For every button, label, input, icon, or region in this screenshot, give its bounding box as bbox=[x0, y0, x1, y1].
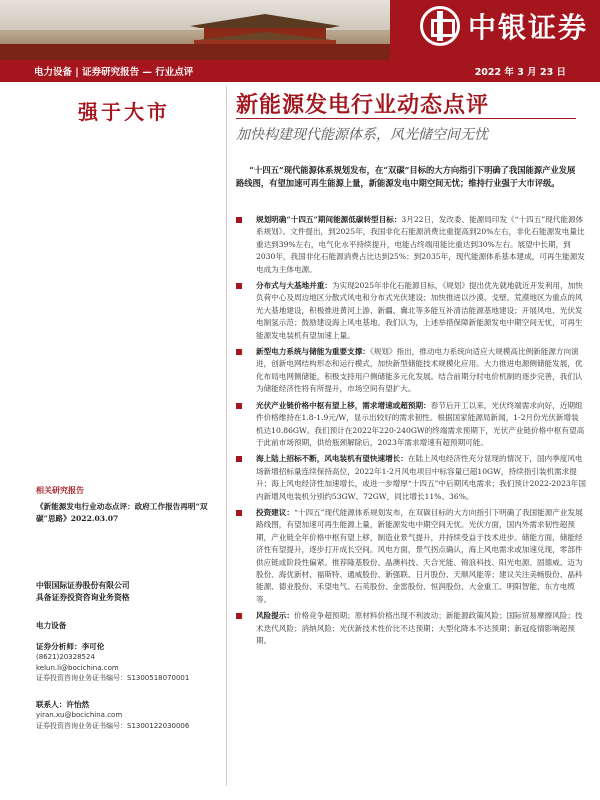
bullet-square-icon bbox=[236, 283, 242, 289]
firm-qualification: 具备证券投资咨询业务资格 bbox=[36, 593, 130, 602]
contact-role: 联系人： bbox=[36, 700, 67, 709]
analyst-phone: (8621)20328524 bbox=[36, 653, 95, 662]
report-title: 新能源发电行业动态点评 bbox=[236, 92, 490, 118]
bullet-heading: 投资建议： bbox=[256, 507, 294, 517]
bullet-text: “十四五”现代能源体系规划发布，在双碳目标的大方向指引下明确了我国能源产业发展路线图，有望加速可再生能源上量，新能源发电中期空间无忧。光伏方面，国内外需求韧性超预期，产业链全年价格中枢有望上移，制造业景气提升，并持续受益于技术进步。储能方面，储能经济性有望提升，逐步打开成长空间。风电方面，景气拐点确认，海上风电需求或加速兑现，零部件供应链或阶段性偏紧。推荐隆基股份、晶澳科技、天合光能、锦浪科技、阳光电源、固德威、迈为股份、海优新材、福斯特、通威股份、新强联、日月股份、天顺风能等；建议关注美畅股份、晶科能源、德业股份、禾望电气、石英股份、金雷股份、恒润股份、大金重工、明阳智能、东方电缆等。 bbox=[256, 507, 583, 604]
bullet-text: 在陆上风电经济性充分显现的情况下，国内季度风电场新增招标量连续保持高位，2022年1-2月风电项目中标容量已超10GW，持续指引装机需求提升；海上风电经济性加速增长，或进一步增厚“十四五”中后期风电需求；我们预计2022-2023年国内新增风电装机分别约53GW、72GW，同比增长11%、36%。 bbox=[256, 454, 586, 501]
title-rule bbox=[236, 118, 576, 119]
key-points bbox=[236, 214, 586, 651]
column-divider bbox=[226, 86, 227, 786]
bullet-text: 为实现2025年非化石能源目标，《规划》提出优先就地就近开发利用，加快负荷中心及周边地区分散式风电和分布式光伏建设；加快推进以沙漠、戈壁、荒漠地区为重点的风光大基地建设，积极推进黄河上游、新疆、冀北等多能互补清洁能源基地建设；开展风电、光伏发电制氢示范；鼓励建设海上风电基地。我们认为，上述举措保障新能源发电中期空间无忧，可再生能源发电装机有望加速上量。 bbox=[256, 281, 583, 340]
bullet-item bbox=[236, 280, 586, 342]
contact-cert: 证券投资咨询业务证书编号：S1300122030006 bbox=[36, 721, 190, 730]
related-research-heading: 相关研究报告 bbox=[36, 486, 84, 495]
analyst-block bbox=[36, 642, 216, 684]
bullet-heading: 风险提示： bbox=[256, 611, 294, 621]
bullet-item bbox=[236, 507, 586, 606]
firm-name: 中银国际证券股份有限公司 bbox=[36, 581, 130, 590]
bullet-square-icon bbox=[236, 510, 242, 516]
bullet-item bbox=[236, 610, 586, 647]
analyst-name: 李可伦 bbox=[81, 642, 105, 651]
header-banner bbox=[0, 0, 600, 60]
bullet-square-icon bbox=[236, 456, 242, 462]
report-header-bar bbox=[0, 60, 600, 82]
team-label: 电力设备 bbox=[36, 621, 67, 630]
summary-paragraph: “十四五”现代能源体系规划发布，在“双碳”目标的大方向指引下明确了我国能源产业发展路线图，有望加速可再生能源上量，新能源发电中期空间无忧；维持行业强于大市评级。 bbox=[236, 165, 576, 188]
bullet-heading: 分布式与大基地并重： bbox=[256, 281, 332, 291]
bullet-item bbox=[236, 453, 586, 503]
bullet-item bbox=[236, 346, 586, 396]
report-type: 电力设备 | 证券研究报告 — 行业点评 bbox=[34, 67, 194, 78]
bullet-item bbox=[236, 214, 586, 276]
analyst-email[interactable]: kelun.li@bocichina.com bbox=[36, 663, 119, 672]
bullet-heading: 规划明确“十四五”期间能源低碳转型目标： bbox=[256, 215, 402, 224]
related-report-link[interactable]: 《新能源发电行业动态点评：政府工作报告再明“双碳”思路》2022.03.07 bbox=[36, 502, 208, 523]
bullet-heading: 光伏产业链价格中枢有望上移，需求增速或超预期： bbox=[256, 400, 431, 410]
bullet-square-icon bbox=[236, 613, 242, 619]
bullet-text: 价格竞争超预期；原材料价格出现不利波动；新能源政策风险；国际贸易摩擦风险；技术迭代风险；消纳风险；光伏新技术性价比不达预期；大型化降本不达预期；新冠疫情影响超预期。 bbox=[256, 611, 583, 645]
bullet-heading: 新型电力系统与储能为重要支撑： bbox=[256, 347, 370, 357]
bullet-square-icon bbox=[236, 349, 242, 355]
brand-name: 中银证券 bbox=[467, 11, 588, 44]
analyst-role: 证券分析师： bbox=[36, 642, 82, 651]
bullet-heading: 海上陆上招标不断，风电装机有望快速增长： bbox=[256, 454, 408, 464]
report-subtitle: 加快构建现代能源体系，风光储空间无忧 bbox=[236, 127, 488, 143]
bullet-item bbox=[236, 400, 586, 450]
industry-rating: 强于大市 bbox=[78, 100, 170, 124]
bullet-square-icon bbox=[236, 403, 242, 409]
contact-block bbox=[36, 700, 216, 731]
contact-email[interactable]: yiran.xu@bocichina.com bbox=[36, 711, 123, 720]
contact-name: 许怡然 bbox=[66, 700, 90, 709]
bullet-text: 3月22日，发改委、能源局印发《“十四五”现代能源体系规划》。文件提出，到2025年，我国非化石能源消费比重提高到20%左右，非化石能源发电量比重达到39%左右，电气化水平持续提升，电能占终端用能比重达到30%左右。展望中长期，到2030年，我国非化石能源消费占比达到25%；到2035年，现代能源体系基本建成，可再生能源发电成为主体电源。 bbox=[256, 215, 585, 274]
bank-of-china-icon bbox=[420, 6, 460, 46]
analyst-cert: 证券投资咨询业务证书编号：S1300518070001 bbox=[36, 674, 190, 683]
boci-logo bbox=[420, 6, 588, 46]
bullet-text: 《规划》指出，推动电力系统向适应大规模高比例新能源方向演进，创新电网结构形态和运行模式，加快新型储能技术规模化应用。大力推进电源侧储能发展，优化布局电网侧储能，积极支持用户侧储能多元化发展。结合前期分时电价机制的逐步完善，我们认为储能经济性将有所提升，市场空间有望扩大。 bbox=[256, 347, 583, 394]
firm-info bbox=[36, 580, 216, 604]
report-date: 2022 年 3 月 23 日 bbox=[474, 67, 566, 78]
bullet-text: 春节后开工以来，光伏终端需求向好，近期组件价格维持在1.8-1.9元/W，显示出较好的需求韧性。根据国家能源局新闻，1-2月份光伏新增装机达10.86GW。我们预计在2022年220-240GW的终端需求预期下，光伏产业链价格中枢有望高于此前市场预期，供给瓶颈解除后，2023年需求增速有超预期可能。 bbox=[256, 400, 585, 447]
bullet-square-icon bbox=[236, 217, 242, 223]
